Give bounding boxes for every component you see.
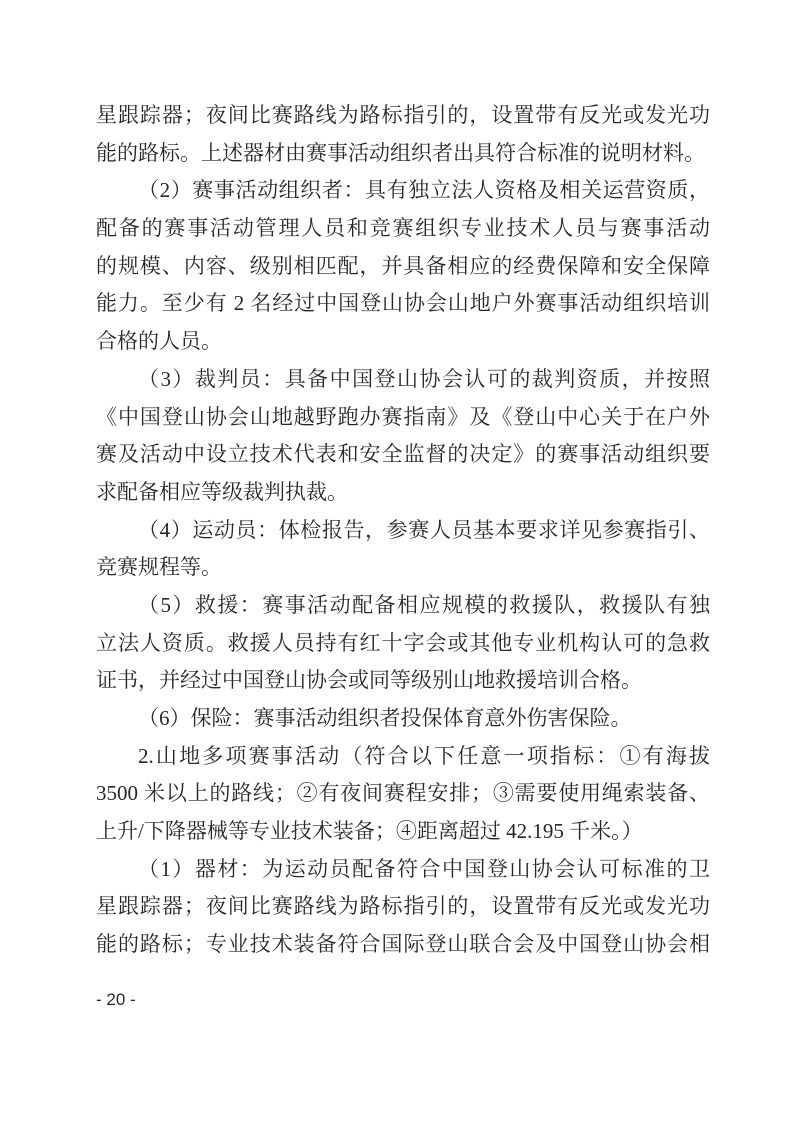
text-line: 能力。至少有 2 名经过中国登山协会山地户外赛事活动组织培训 [96, 291, 710, 316]
text-line: 星跟踪器；夜间比赛路线为路标指引的，设置带有反光或发光功 [96, 894, 710, 919]
text-line: 《中国登山协会山地越野跑办赛指南》及《登山中心关于在户外 [96, 404, 710, 429]
text-line: 竞赛规程等。 [96, 555, 222, 580]
text-line: （4）运动员：体检报告，参赛人员基本要求详见参赛指引、 [138, 517, 710, 542]
text-line: 能的路标。上述器材由赛事活动组织者出具符合标准的说明材料。 [96, 140, 705, 165]
text-line: 3500 米以上的路线；②有夜间赛程安排；③需要使用绳索装备、 [96, 781, 710, 806]
text-line: 上升/下降器械等专业技术装备；④距离超过 42.195 千米。） [96, 819, 643, 844]
text-line: 赛及活动中设立技术代表和安全监督的决定》的赛事活动组织要 [96, 442, 710, 467]
text-line: （2）赛事活动组织者：具有独立法人资格及相关运营资质， [138, 178, 710, 203]
text-line: （5）救援：赛事活动配备相应规模的救援队，救援队有独 [138, 592, 710, 617]
text-line: （3）裁判员：具备中国登山协会认可的裁判资质，并按照 [138, 366, 710, 391]
page-number: - 20 - [96, 990, 136, 1009]
text-line: 配备的赛事活动管理人员和竞赛组织专业技术人员与赛事活动 [96, 216, 710, 241]
document-body [96, 97, 710, 964]
text-line: 能的路标；专业技术装备符合国际登山联合会及中国登山协会相 [96, 932, 710, 957]
text-line: 立法人资质。救援人员持有红十字会或其他专业机构认可的急救 [96, 630, 710, 655]
text-line: 证书，并经过中国登山协会或同等级别山地救援培训合格。 [96, 668, 642, 693]
text-line: 求配备相应等级裁判执裁。 [96, 479, 348, 504]
text-line: （6）保险：赛事活动组织者投保体育意外伤害保险。 [138, 706, 632, 730]
text-line: 2.山地多项赛事活动（符合以下任意一项指标：①有海拔 [138, 743, 710, 768]
text-line: 星跟踪器；夜间比赛路线为路标指引的，设置带有反光或发光功 [96, 103, 710, 127]
text-line: 合格的人员。 [96, 329, 222, 354]
text-line: （1）器材：为运动员配备符合中国登山协会认可标准的卫 [138, 856, 710, 881]
text-line: 的规模、内容、级别相匹配，并具备相应的经费保障和安全保障 [96, 253, 710, 278]
